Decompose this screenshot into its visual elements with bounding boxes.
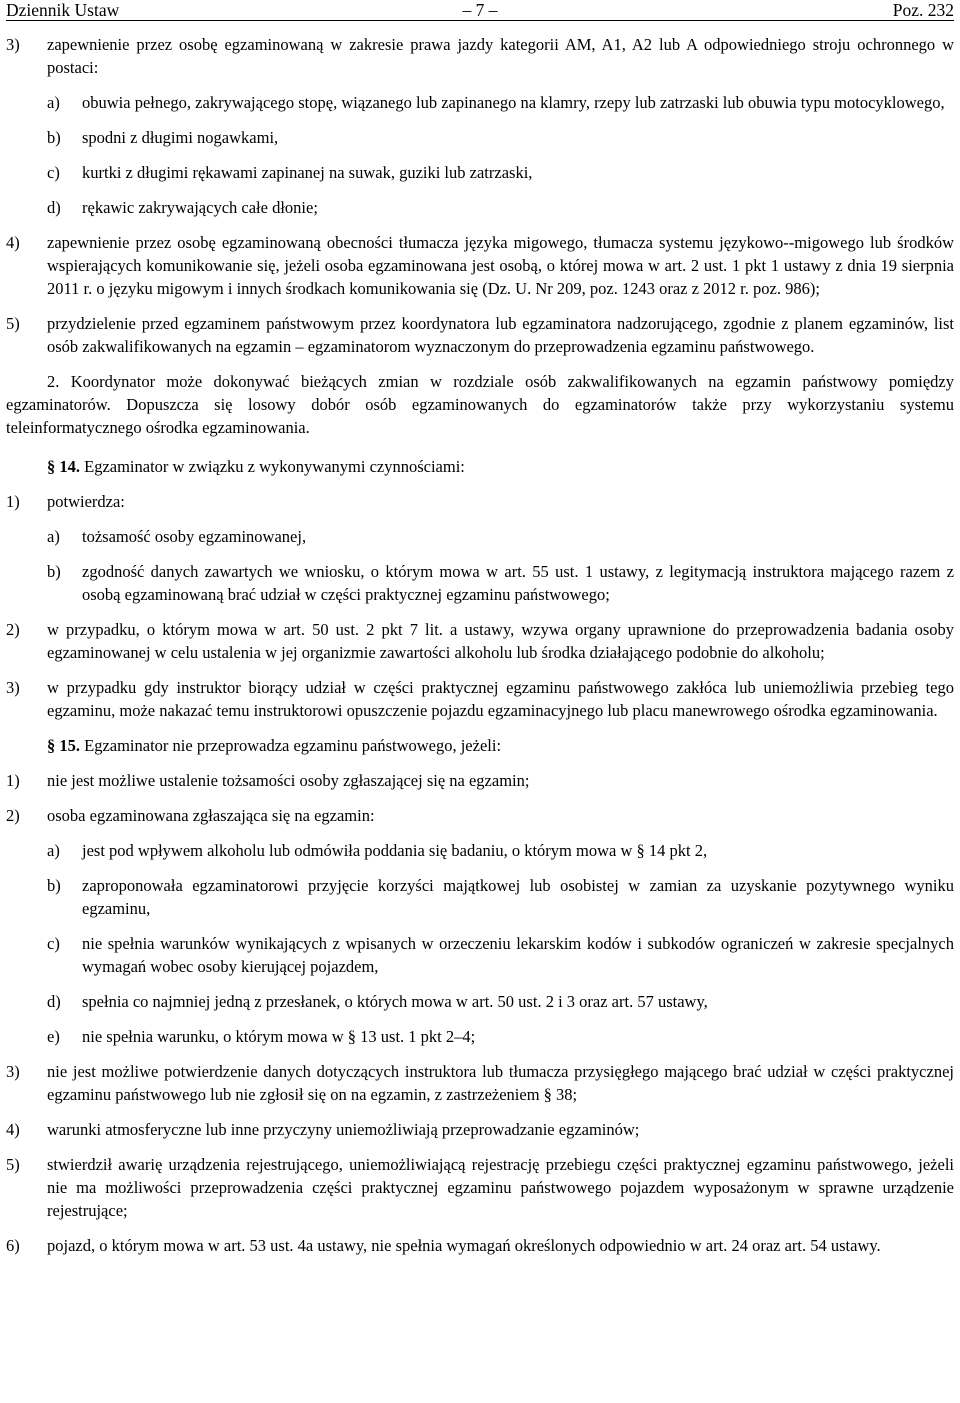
s15-subpoint-b: b) zaproponowała egzaminatorowi przyjęcie korzyści majątkowej lub osobistej w zamian za uzyskanie pozytywnego wyniku egzaminu, (47, 876, 954, 918)
s15-subpoint-a: a) jest pod wpływem alkoholu lub odmówiła poddania się badaniu, o którym mowa w § 14 pkt 2, (47, 841, 708, 860)
page-number: – 7 – (462, 0, 498, 20)
s14-subpoint-a: a) tożsamość osoby egzaminowanej, (47, 527, 307, 546)
subpoint-d: d) rękawic zakrywających całe dłonie; (47, 198, 318, 217)
s14-point-1: 1) potwierdza: (6, 492, 125, 511)
point-4: 4) zapewnienie przez osobę egzaminowaną obecności tłumacza języka migowego, tłumacza systemu językowo--migowego lub środków wspierających komunikowanie się, jeżeli osoba egzaminowana jest osobą, o której mowa w art. 2 ust. 1 pkt 1 ustawy z dnia 19 sierpnia 2011 r. o języku migowym i innych środkach komunikowania się (Dz. U. Nr 209, poz. 1243 oraz z 2012 r. poz. 986); (6, 233, 954, 298)
s15-point-1: 1) nie jest możliwe ustalenie tożsamości osoby zgłaszającej się na egzamin; (6, 771, 530, 790)
subpoint-c: c) kurtki z długimi rękawami zapinanej na suwak, guziki lub zatrzaski, (47, 163, 533, 182)
s15-point-6: 6) pojazd, o którym mowa w art. 53 ust. 4a ustawy, nie spełnia wymagań określonych odpowiednio w art. 24 oraz art. 54 ustawy. (6, 1236, 881, 1255)
s15-point-3: 3) nie jest możliwe potwierdzenie danych dotyczących instruktora lub tłumacza przysięgłego mającego brać udział w części praktycznej egzaminu państwowego lub nie zgłosił się on na egzamin, z zastrzeżeniem § 38; (6, 1062, 954, 1104)
s15-subpoint-d: d) spełnia co najmniej jedną z przesłanek, o których mowa w art. 50 ust. 2 i 3 oraz art. 57 ustawy, (47, 992, 708, 1011)
subpoint-a: a) obuwia pełnego, zakrywającego stopę, wiązanego lub zapinanego na klamry, rzepy lub zatrzaski lub obuwia typu motocyklowego, (47, 93, 945, 112)
s14-point-3: 3) w przypadku gdy instruktor biorący udział w części praktycznej egzaminu państwowego zakłóca lub uniemożliwia przebieg tego egzaminu, może nakazać temu instruktorowi opuszczenie pojazdu egzaminacyjnego lub placu manewrowego ośrodka egzaminowania. (6, 678, 954, 720)
s15-point-5: 5) stwierdził awarię urządzenia rejestrującego, uniemożliwiającą rejestrację przebiegu części praktycznej egzaminu państwowego, jeżeli nie ma możliwości przeprowadzenia części praktycznej egzaminu państwowego pojazdem wyposażonym w sprawne urządzenie rejestrujące; (6, 1155, 954, 1220)
point-3: 3) zapewnienie przez osobę egzaminowaną w zakresie prawa jazdy kategorii AM, A1, A2 lub A odpowiedniego stroju ochronnego w postaci: (6, 35, 954, 77)
s15-point-2: 2) osoba egzaminowana zgłaszająca się na egzamin: (6, 806, 375, 825)
paragraph-2: 2. Koordynator może dokonywać bieżących zmian w rozdziale osób zakwalifikowanych na egzamin państwowy pomiędzy egzaminatorów. Dopuszcza się losowy dobór osób egzaminowanych do egzaminatorów także przy wykorzystaniu systemu teleinformatycznego ośrodka egzaminowania. (6, 372, 954, 437)
point-5: 5) przydzielenie przed egzaminem państwowym przez koordynatora lub egzaminatora nadzorującego, zgodnie z planem egzaminów, list osób zakwalifikowanych na egzamin – egzaminatorom wyznaczonym do przeprowadzenia egzaminu państwowego. (6, 314, 954, 356)
s15-subpoint-c: c) nie spełnia warunków wynikających z wpisanych w orzeczeniu lekarskim kodów i subkodów ograniczeń w zakresie specjalnych wymagań wobec osoby kierującej pojazdem, (47, 934, 954, 976)
subpoint-b: b) spodni z długimi nogawkami, (47, 128, 279, 147)
s15-point-4: 4) warunki atmosferyczne lub inne przyczyny uniemożliwiają przeprowadzanie egzaminów; (6, 1120, 640, 1139)
section-15-heading: § 15. Egzaminator nie przeprowadza egzaminu państwowego, jeżeli: (47, 736, 502, 755)
journal-title: Dziennik Ustaw (6, 0, 120, 20)
s14-subpoint-b: b) zgodność danych zawartych we wniosku, o którym mowa w art. 55 ust. 1 ustawy, z legitymacją instruktora mającego razem z osobą egzaminowaną brać udział w części praktycznej egzaminu państwowego; (47, 562, 954, 604)
s15-subpoint-e: e) nie spełnia warunku, o którym mowa w § 13 ust. 1 pkt 2–4; (47, 1027, 476, 1046)
section-14-heading: § 14. Egzaminator w związku z wykonywanymi czynnościami: (47, 457, 465, 476)
page-header (6, 0, 954, 21)
position-number: Poz. 232 (892, 0, 954, 20)
s14-point-2: 2) w przypadku, o którym mowa w art. 50 ust. 2 pkt 7 lit. a ustawy, wzywa organy uprawnione do przeprowadzenia badania osoby egzaminowanej w celu ustalenia w jej organizmie zawartości alkoholu lub środka działającego podobnie do alkoholu; (6, 620, 954, 662)
